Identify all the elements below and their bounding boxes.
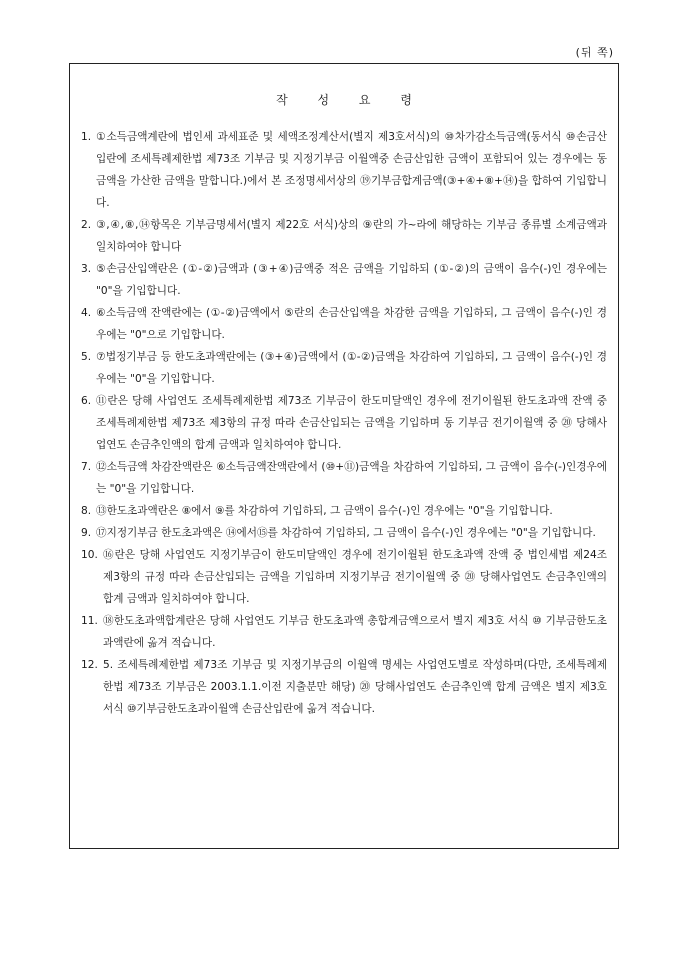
instructions-box — [69, 63, 619, 849]
instruction-list — [81, 126, 607, 720]
section-title: 작 성 요 령 — [276, 93, 425, 107]
instruction-item-6: 6. ⑪란은 당해 사업연도 조세특례제한법 제73조 기부금이 한도미달액인 경우에 전기이월된 한도초과액 잔액 중 조세특례제한법 제73조 제3항의 규정 따라 손금산입되는 금액을 기입하며 동 기부금 전기이월액 중 ⑳ 당해사업연도 손금추인액의 합계 금액과 일치하여야 합니다. — [81, 395, 607, 451]
instruction-item-11: 11. ⑱한도초과액합계란은 당해 사업연도 기부금 한도초과액 총합계금액으로서 별지 제3호 서식 ⑩ 기부금한도초과액란에 옮겨 적습니다. — [81, 615, 607, 649]
instruction-item-9: 9. ⑰지정기부금 한도초과액은 ⑭에서⑮를 차감하여 기입하되, 그 금액이 음수(-)인 경우에는 "0"을 기입합니다. — [81, 527, 596, 539]
instruction-item-12: 12. 5. 조세특례제한법 제73조 기부금 및 지정기부금의 이월액 명세는 사업연도별로 작성하며(다만, 조세특례제한법 제73조 기부금은 2003.1.1.이전 지출분만 해당) ⑳ 당해사업연도 손금추인액 합계 금액은 별지 제3호서식 ⑩기부금한도초과이월액 손금산입란에 옮겨 적습니다. — [81, 659, 607, 715]
instruction-item-4: 4. ⑥소득금액 잔액란에는 (①-②)금액에서 ⑤란의 손금산입액을 차감한 금액을 기입하되, 그 금액이 음수(-)인 경우에는 "0"으로 기입합니다. — [81, 307, 607, 341]
instruction-item-1: 1. ①소득금액계란에 법인세 과세표준 및 세액조정계산서(별지 제3호서식)의 ⑩차가감소득금액(동서식 ⑩손금산입란에 조세특례제한법 제73조 기부금 및 지정기부금 이월액중 손금산입한 금액이 포함되어 있는 경우에는 동금액을 가산한 금액을 말합니다.)에서 본 조정명세서상의 ⑲기부금합계금액(③+④+⑧+⑭)을 합하여 기입합니다. — [81, 131, 607, 209]
instruction-item-10: 10. ⑯란은 당해 사업연도 지정기부금이 한도미달액인 경우에 전기이월된 한도초과액 잔액 중 법인세법 제24조 제3항의 규정 따라 손금산입되는 금액을 기입하며 지정기부금 전기이월액 중 ⑳ 당해사업연도 손금추인액의 합계 금액과 일치하여야 합니다. — [81, 549, 607, 605]
instruction-item-2: 2. ③,④,⑧,⑭항목은 기부금명세서(별지 제22호 서식)상의 ⑨란의 가~라에 해당하는 기부금 종류별 소계금액과 일치하여야 합니다 — [81, 219, 607, 253]
instruction-item-5: 5. ⑦법정기부금 등 한도초과액란에는 (③+④)금액에서 (①-②)금액을 차감하여 기입하되, 그 금액이 음수(-)인 경우에는 "0"을 기입합니다. — [81, 351, 607, 385]
page-side-label: (뒤 쪽) — [575, 46, 614, 59]
instruction-item-3: 3. ⑤손금산입액란은 (①-②)금액과 (③+④)금액중 적은 금액을 기입하되 (①-②)의 금액이 음수(-)인 경우에는 "0"을 기입합니다. — [81, 263, 607, 297]
instruction-item-8: 8. ⑬한도초과액란은 ⑧에서 ⑨를 차감하여 기입하되, 그 금액이 음수(-)인 경우에는 "0"을 기입합니다. — [81, 505, 553, 517]
instruction-item-7: 7. ⑫소득금액 차감잔액란은 ⑥소득금액잔액란에서 (⑩+⑪)금액을 차감하여 기입하되, 그 금액이 음수(-)인경우에는 "0"을 기입합니다. — [81, 461, 607, 495]
